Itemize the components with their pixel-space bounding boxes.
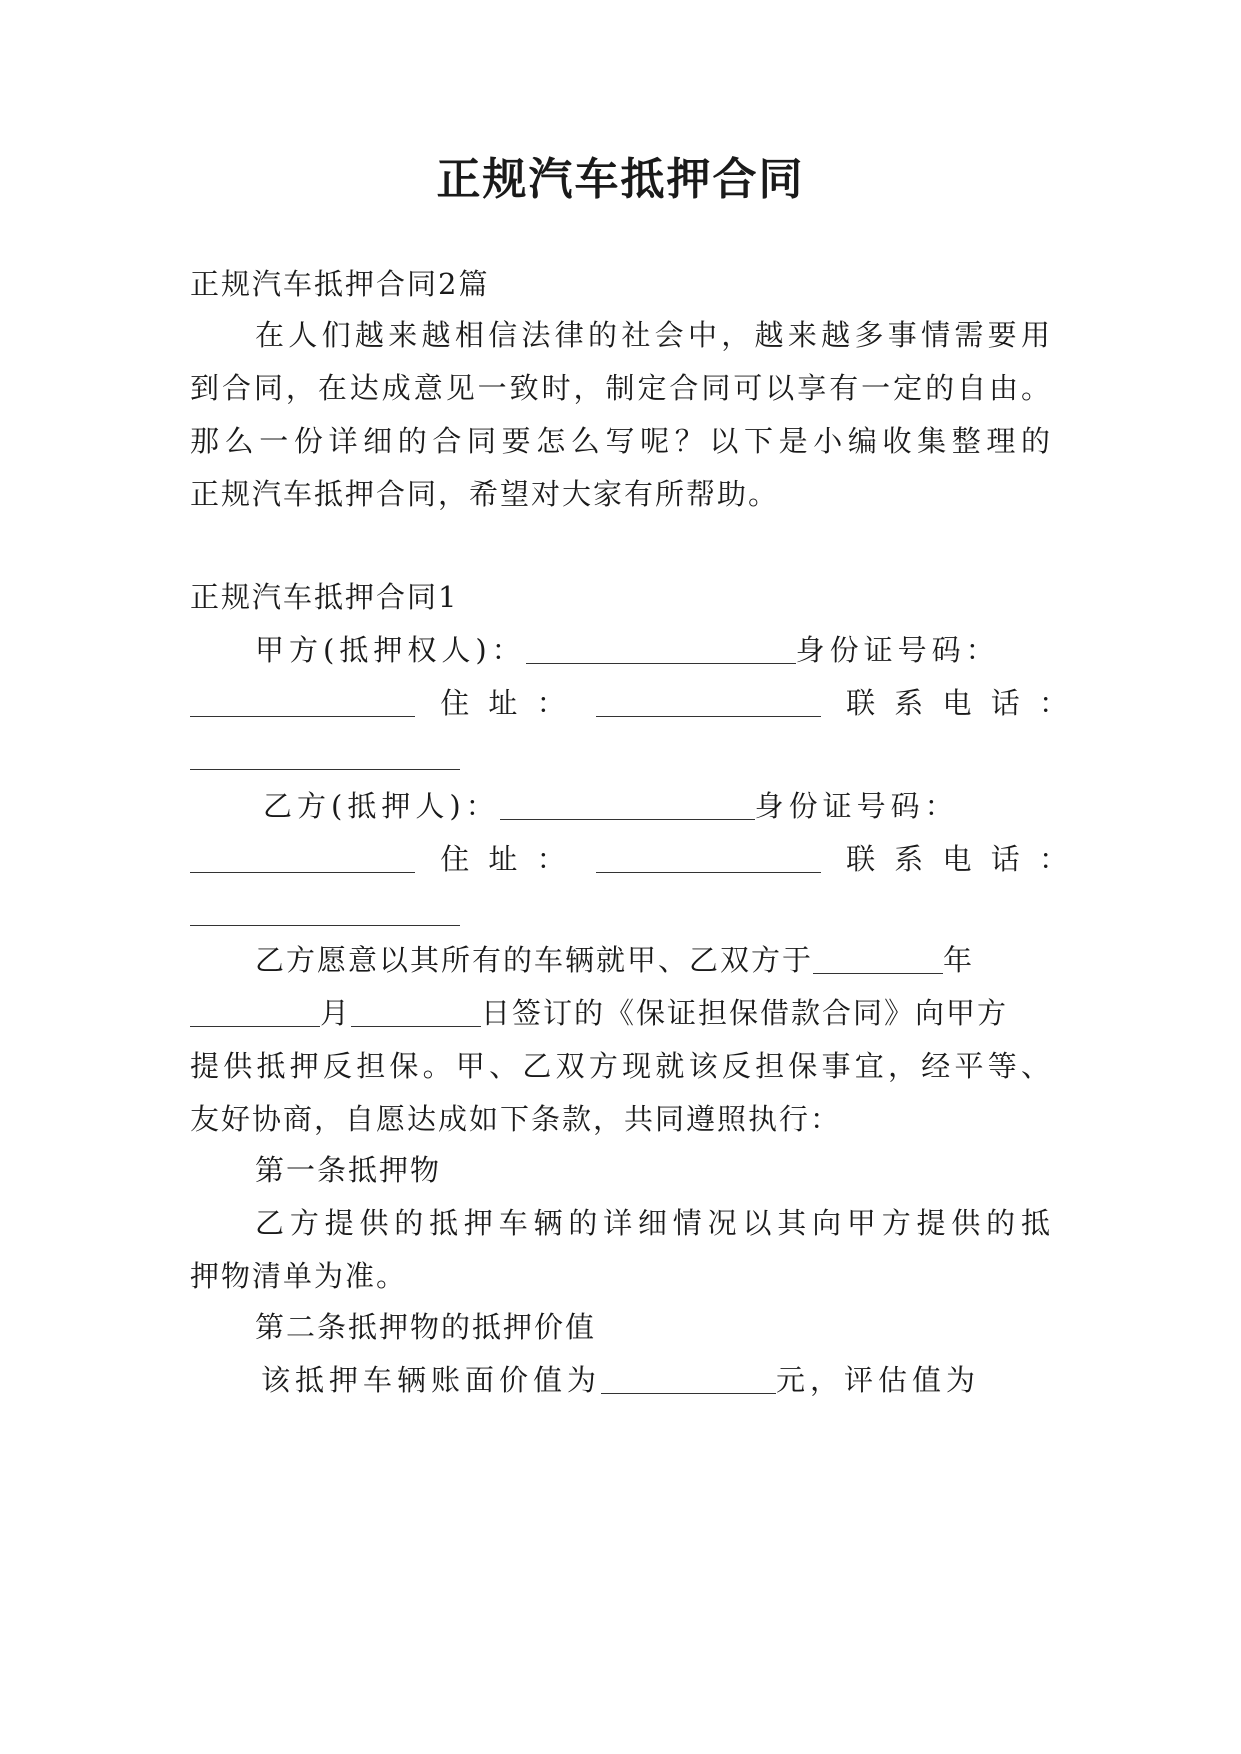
- intro-line-3: 那么一份详细的合同要怎么写呢？以下是小编收集整理的: [190, 424, 1052, 458]
- party-b-id-blank[interactable]: [190, 844, 415, 873]
- date-day-blank[interactable]: [351, 998, 481, 1027]
- intro-line-1: 在人们越来越相信法律的社会中，越来越多事情需要用: [255, 318, 1052, 352]
- party-a-id-blank[interactable]: [190, 688, 415, 717]
- party-a-id-label: 身份证号码：: [795, 633, 1000, 667]
- article-1-heading: 第一条抵押物: [255, 1153, 442, 1187]
- year-label: 年: [943, 943, 975, 977]
- party-b-label: 乙方(抵押人)：: [263, 789, 500, 823]
- date-month-blank[interactable]: [190, 998, 320, 1027]
- body-line-3: 提供抵押反担保。甲、乙双方现就该反担保事宜，经平等、: [190, 1049, 1052, 1083]
- party-a-row: [255, 630, 1052, 670]
- body-line-2: [190, 993, 1052, 1033]
- party-a-address-label: 住 址 ：: [440, 686, 571, 720]
- article-1-line-1: 乙方提供的抵押车辆的详细情况以其向甲方提供的抵: [255, 1206, 1052, 1240]
- party-a-name-blank[interactable]: [526, 635, 796, 664]
- book-value-blank[interactable]: [601, 1365, 776, 1394]
- article-1-line-2: 押物清单为准。: [190, 1259, 408, 1293]
- body-text: 乙方愿意以其所有的车辆就甲、乙双方于: [255, 943, 814, 977]
- body-line-1: [255, 940, 1052, 980]
- party-a-phone-blank[interactable]: [190, 741, 460, 770]
- month-label: 月: [320, 996, 352, 1030]
- article-2-heading: 第二条抵押物的抵押价值: [255, 1310, 597, 1344]
- party-b-address-blank[interactable]: [596, 844, 821, 873]
- intro-line-4: 正规汽车抵押合同，希望对大家有所帮助。: [190, 477, 780, 511]
- intro-line-2: 到合同，在达成意见一致时，制定合同可以享有一定的自由。: [190, 371, 1052, 405]
- party-b-row-3: [190, 892, 1052, 932]
- party-a-row-2: [190, 683, 1073, 723]
- section1-heading: 正规汽车抵押合同1: [190, 580, 459, 614]
- date-year-blank[interactable]: [813, 945, 943, 974]
- party-b-row-2: [190, 839, 1073, 879]
- party-a-row-3: [190, 736, 1052, 776]
- party-b-phone-label: 联 系 电 话 ：: [846, 842, 1073, 876]
- body-text: 日签订的《保证担保借款合同》向甲方: [481, 996, 1009, 1030]
- party-b-name-blank[interactable]: [500, 791, 755, 820]
- party-a-label: 甲方(抵押权人)：: [255, 633, 526, 667]
- party-b-row: [255, 786, 1052, 826]
- party-b-phone-blank[interactable]: [190, 897, 460, 926]
- party-b-id-label: 身份证号码：: [754, 789, 959, 823]
- party-b-address-label: 住 址 ：: [440, 842, 571, 876]
- document-title: 正规汽车抵押合同: [436, 154, 805, 205]
- article-2-line-1: [255, 1360, 1052, 1400]
- party-a-phone-label: 联 系 电 话 ：: [846, 686, 1073, 720]
- body-text: 该抵押车辆账面价值为: [261, 1363, 602, 1397]
- body-line-4: 友好协商，自愿达成如下条款，共同遵照执行：: [190, 1102, 842, 1136]
- body-text: 元，评估值为: [776, 1363, 981, 1397]
- subtitle: 正规汽车抵押合同2篇: [190, 267, 490, 301]
- party-a-address-blank[interactable]: [596, 688, 821, 717]
